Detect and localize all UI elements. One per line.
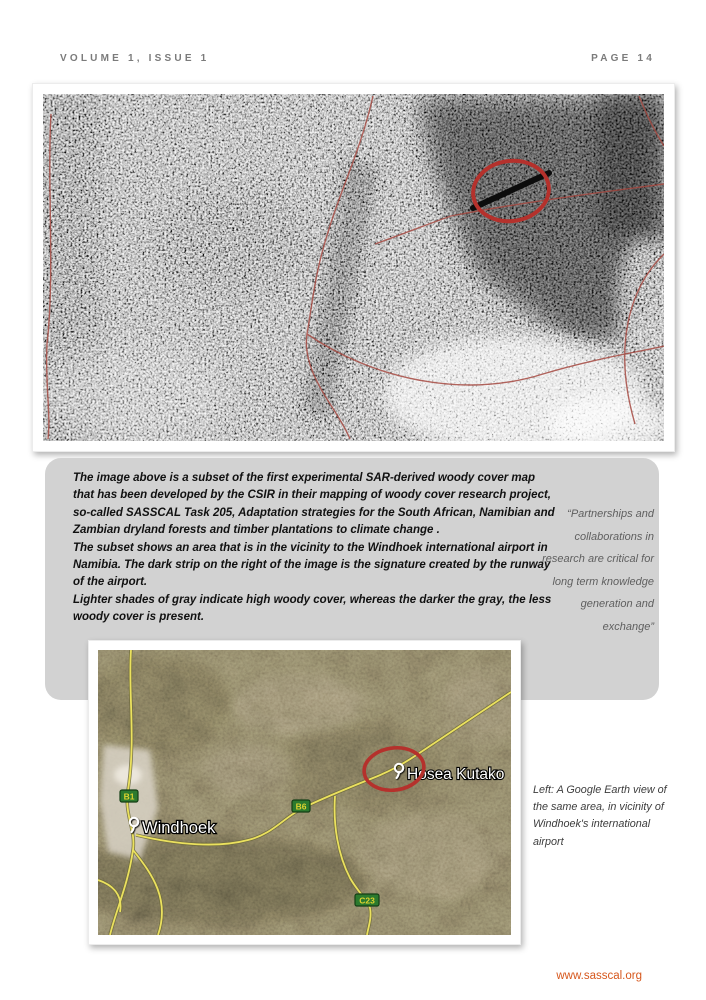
sar-speckle-noise-2 [43, 94, 664, 441]
route-badge-b1-label: B1 [123, 791, 135, 802]
route-badge-b6 [292, 800, 310, 812]
hosea-kutako-label: Hosea Kutako [407, 766, 505, 783]
figure-description-text [73, 470, 555, 627]
pull-quote: “Partnerships and collaborations in research are critical for long term knowledge generation and exchange” [542, 508, 654, 633]
route-badge-b1 [120, 790, 138, 802]
sar-figure-frame [32, 83, 675, 452]
route-badge-c23-label: C23 [359, 895, 375, 906]
google-earth-map-image [98, 650, 511, 935]
website-link[interactable]: www.sasscal.org [556, 970, 642, 982]
sar-woody-cover-image [43, 94, 664, 441]
map-figure-frame [88, 640, 521, 945]
description-paragraph-1: The image above is a subset of the first experimental SAR-derived woody cover map that has been developed by the CSIR in their mapping of woody cover research project, so-called SASSCAL Task 205, Adaptation strategies for the South African, Namibian and Zambian dryland forests and timber plantations to climate change . [73, 472, 555, 537]
windhoek-label: Windhoek [142, 819, 216, 837]
description-paragraph-2: The subset shows an area that is in the vicinity to the Windhoek international airport in Namibia. The dark strip on the right of the image is the signature created by the runway of the airport. [73, 541, 551, 589]
description-paragraph-3: Lighter shades of gray indicate high woody cover, whereas the darker the gray, the less woody cover is present. [73, 593, 552, 624]
route-badge-c23 [355, 894, 379, 906]
page-number-label: PAGE 14 [591, 53, 655, 64]
route-badge-b6-label: B6 [295, 801, 307, 812]
map-caption: Left: A Google Earth view of the same area, in vicinity of Windhoek's international airport [533, 784, 667, 848]
volume-issue-label: VOLUME 1, ISSUE 1 [60, 53, 210, 64]
